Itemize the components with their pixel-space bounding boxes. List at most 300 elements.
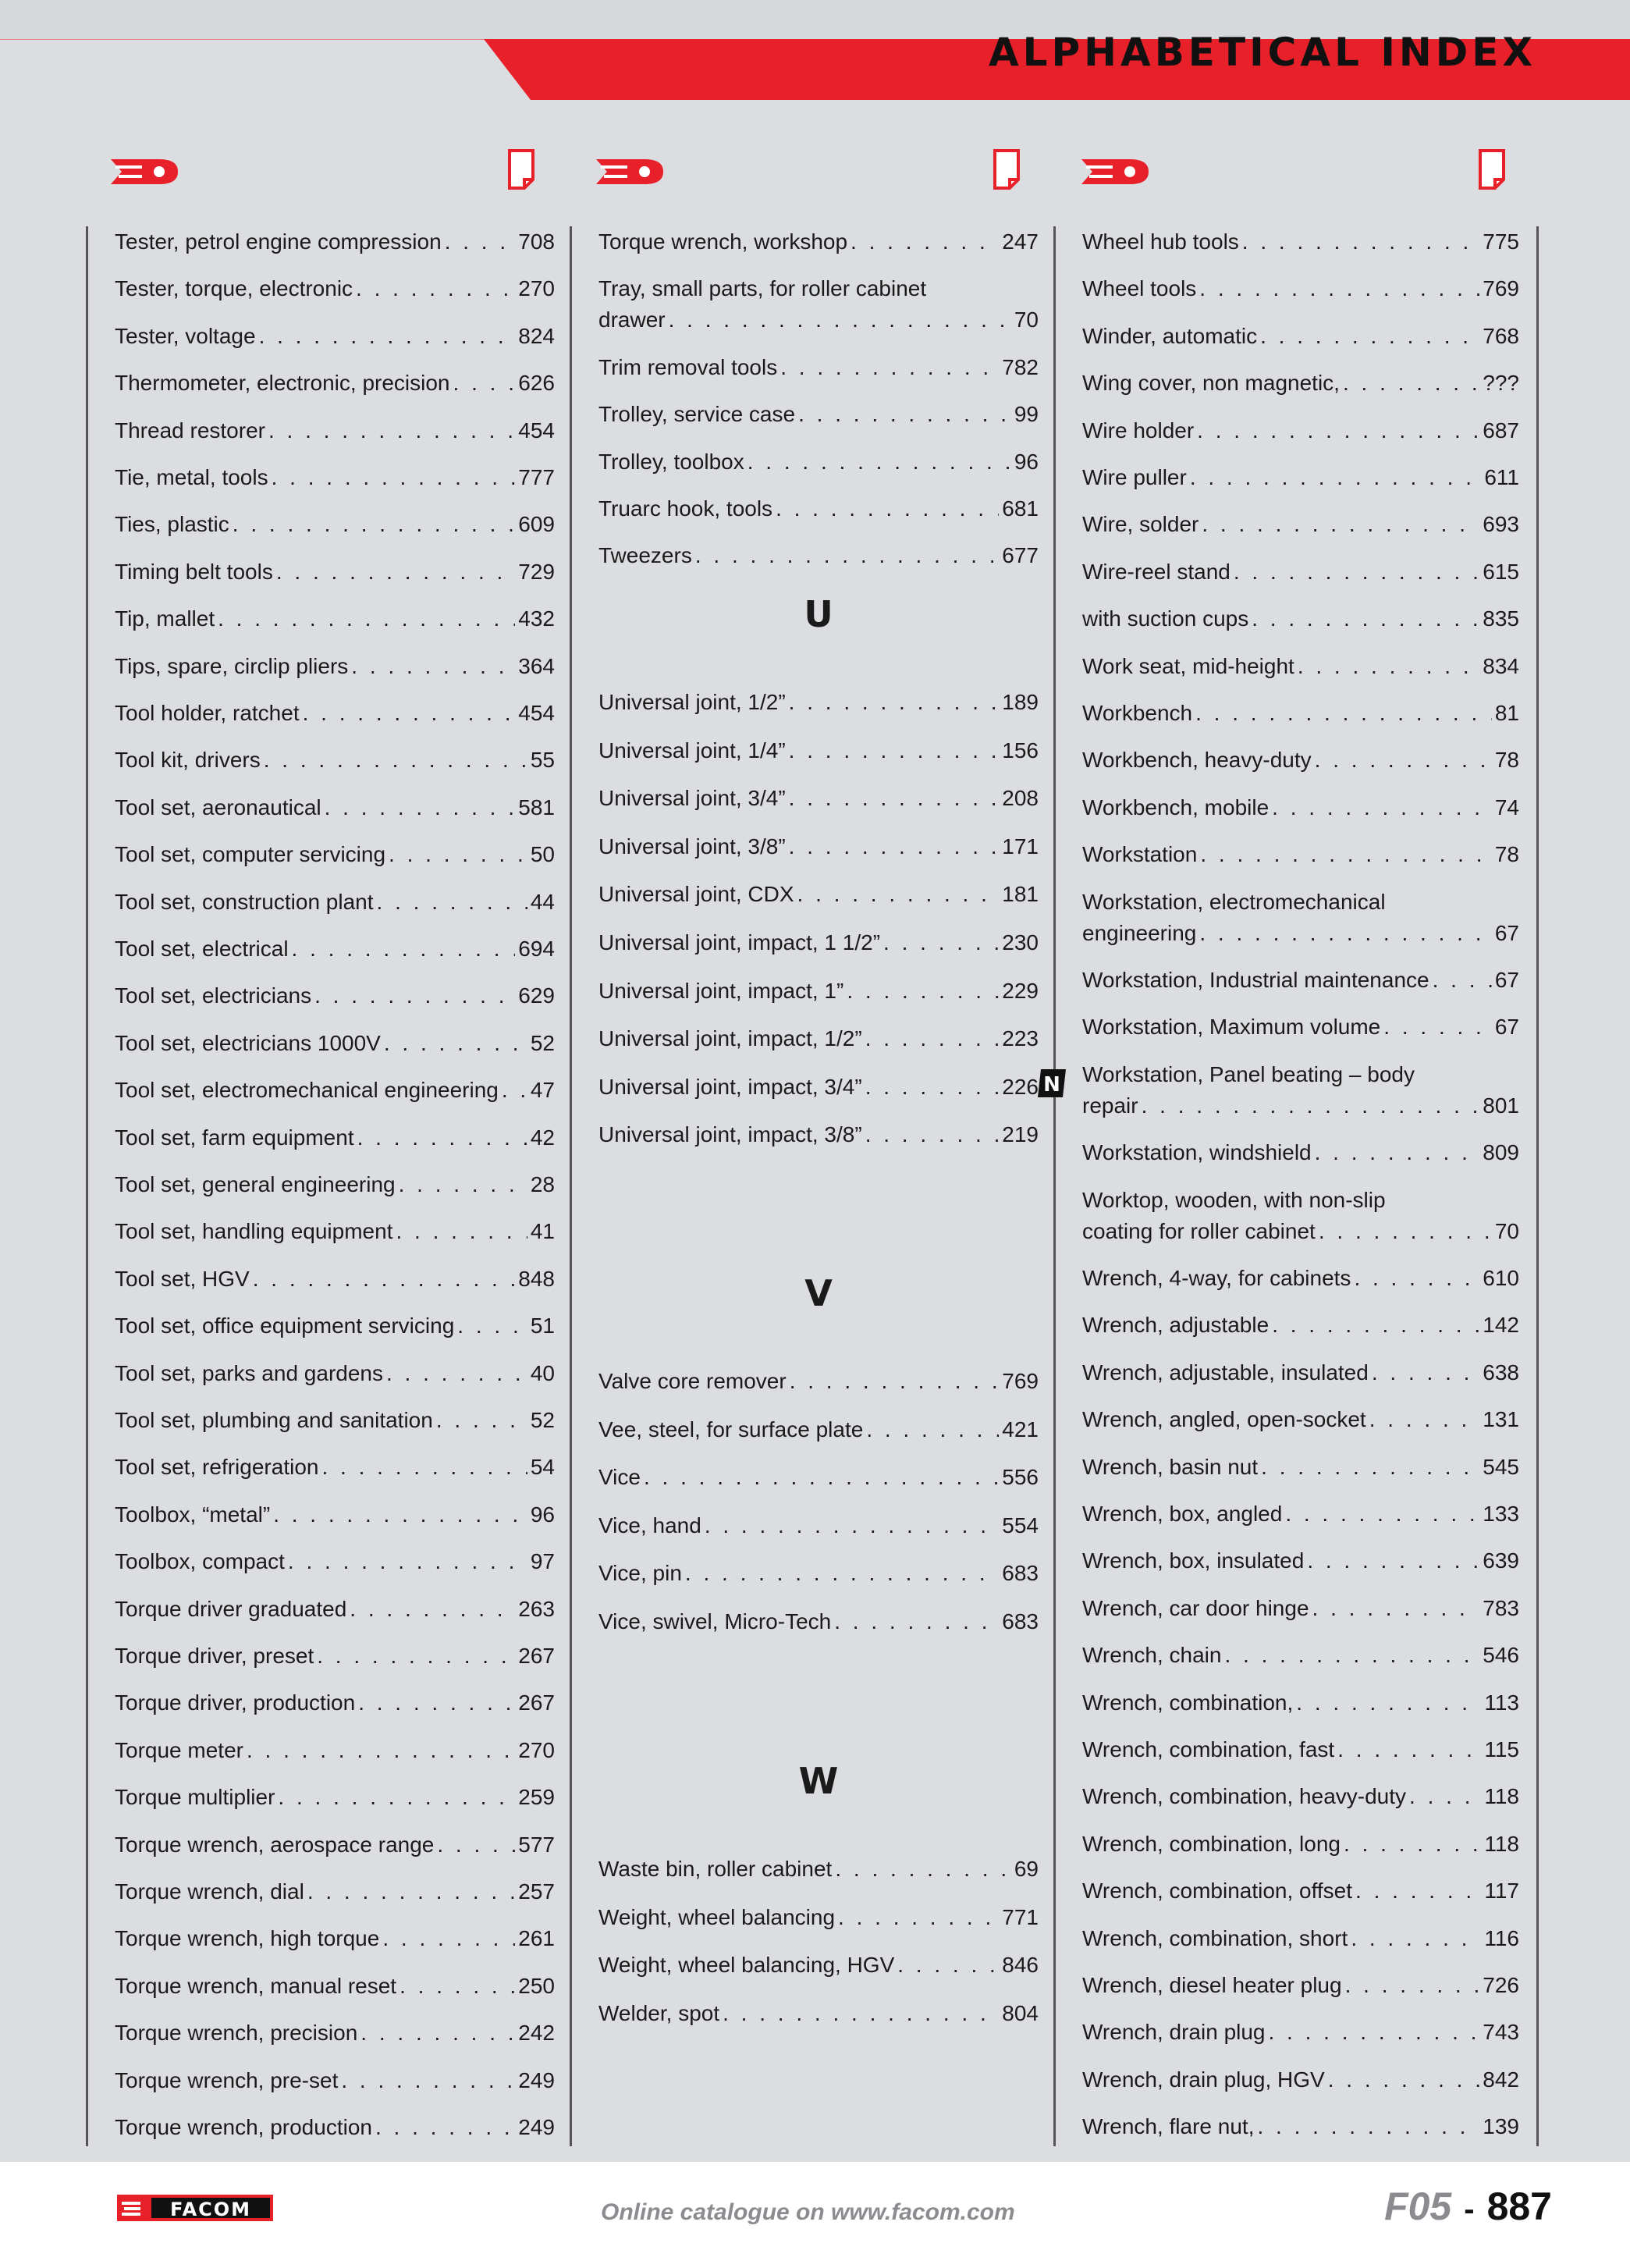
- index-entry: [598, 352, 1039, 383]
- index-entry: [598, 783, 1039, 814]
- index-entry-page: 694: [518, 937, 555, 961]
- column-3-icons: [1081, 148, 1503, 203]
- index-entry-label: Torque meter: [115, 1737, 243, 1762]
- dot-leader: [321, 1452, 527, 1483]
- index-entry: [1082, 415, 1519, 446]
- index-entry-label: Wrench, flare nut,: [1082, 2114, 1255, 2139]
- index-entry: [1082, 603, 1519, 635]
- index-entry: [115, 1735, 555, 1766]
- index-entry-label: Torque wrench, workshop: [598, 229, 848, 254]
- index-entry-label: Tip, mallet: [115, 606, 215, 631]
- index-entry: [598, 540, 1039, 571]
- index-entry-label: engineering: [1082, 920, 1197, 945]
- index-entry-page: 74: [1494, 795, 1519, 819]
- index-entry: [598, 1366, 1039, 1397]
- index-entry: [115, 1594, 555, 1625]
- dot-leader: [400, 1971, 515, 2002]
- dot-leader: [288, 1546, 527, 1577]
- dot-leader: [360, 2017, 515, 2049]
- index-entry-label: Tool set, construction plant: [115, 889, 374, 914]
- section-code: F05: [1384, 2184, 1452, 2228]
- index-entry-label: Torque driver, preset: [115, 1644, 314, 1668]
- page-reference-icon: [993, 148, 1021, 190]
- dot-leader: [1315, 1137, 1480, 1168]
- index-entry: [1082, 1011, 1519, 1043]
- index-entry-label: Universal joint, impact, 3/4”: [598, 1074, 862, 1099]
- index-entry-page: 52: [530, 1408, 555, 1432]
- index-entry-label: Welder, spot: [598, 2000, 720, 2025]
- index-entry-page: 263: [518, 1596, 555, 1621]
- dot-leader: [1261, 1452, 1479, 1483]
- dot-leader: [789, 735, 1000, 766]
- index-entry-page: 259: [518, 1785, 555, 1810]
- index-entry-page: 40: [530, 1360, 555, 1385]
- page-separator: -: [1464, 2192, 1475, 2227]
- index-entry: [1082, 792, 1519, 823]
- index-entry-label: Wrench, chain: [1082, 1643, 1222, 1668]
- dot-leader: [1307, 1545, 1479, 1577]
- index-entry-page: ???: [1483, 371, 1519, 396]
- dot-leader: [303, 698, 516, 729]
- index-entry: [115, 226, 555, 258]
- index-entry-label: Wrench, adjustable: [1082, 1313, 1270, 1338]
- index-entry-page: 270: [518, 276, 555, 301]
- index-entry: [1082, 745, 1519, 776]
- index-entry: [1082, 1545, 1519, 1577]
- dot-leader: [350, 1594, 515, 1625]
- index-entry: [598, 493, 1039, 524]
- index-entry-label: Tool set, HGV: [115, 1266, 250, 1291]
- index-entry: [115, 980, 555, 1011]
- index-entry-label: Timing belt tools: [115, 559, 273, 584]
- dot-leader: [445, 226, 516, 258]
- index-entry: [598, 1072, 1039, 1103]
- index-entry-page: 78: [1494, 748, 1519, 773]
- dot-leader: [325, 792, 516, 823]
- index-entry-page: 261: [518, 1926, 555, 1951]
- dot-leader: [865, 1072, 1000, 1103]
- dot-leader: [1200, 839, 1492, 870]
- index-entry-label: Trolley, service case: [598, 402, 796, 427]
- index-entry-page: 142: [1483, 1313, 1519, 1338]
- dot-leader: [1269, 2017, 1480, 2048]
- index-entry-label: Tool kit, drivers: [115, 748, 261, 773]
- index-entry: [1082, 1263, 1519, 1294]
- index-entry: [115, 1829, 555, 1861]
- index-entry-label: Tips, spare, circlip pliers: [115, 653, 349, 678]
- index-entry-page: 769: [1483, 276, 1519, 301]
- dot-leader: [268, 415, 515, 446]
- index-entry: [1082, 368, 1519, 399]
- dot-leader: [437, 1829, 515, 1861]
- index-entry-label: Truarc hook, tools: [598, 496, 773, 521]
- dot-leader: [780, 352, 999, 383]
- index-entry: [115, 1876, 555, 1907]
- index-entry: [115, 462, 555, 493]
- index-entry: [1082, 226, 1519, 258]
- index-entry: [1082, 839, 1519, 870]
- index-entry-label: Wrench, basin nut: [1082, 1454, 1259, 1479]
- index-entry-page: 629: [518, 983, 555, 1008]
- index-entry-page: 581: [518, 795, 555, 819]
- index-entry-page: 156: [1002, 738, 1039, 763]
- index-entry: [115, 839, 555, 870]
- index-entry: [1082, 698, 1519, 729]
- dot-leader: [1272, 1310, 1479, 1341]
- dot-leader: [357, 1122, 527, 1154]
- index-entry-page: 783: [1483, 1595, 1519, 1620]
- index-entry-label: Worktop, wooden, with non-slip: [1082, 1187, 1386, 1212]
- dot-leader: [851, 226, 999, 258]
- index-entry: [115, 792, 555, 823]
- index-entry-label: Tool set, parks and gardens: [115, 1360, 383, 1385]
- dot-leader: [314, 980, 515, 1011]
- index-entry-page: 454: [518, 418, 555, 443]
- index-entry-label: Wrench, combination, long: [1082, 1831, 1341, 1856]
- dot-leader: [1319, 1216, 1492, 1247]
- header-bar: [0, 0, 1630, 100]
- index-entry: [1082, 1310, 1519, 1341]
- index-entry-label: Wrench, combination, heavy-duty: [1082, 1784, 1407, 1809]
- dot-leader: [292, 933, 516, 965]
- index-entry-page: 97: [530, 1549, 555, 1574]
- new-item-badge: [1038, 1069, 1066, 1097]
- index-entry-page: 638: [1483, 1360, 1519, 1385]
- index-entry: [115, 745, 555, 776]
- dot-leader: [233, 509, 516, 540]
- index-entry: [1082, 2064, 1519, 2096]
- index-entry-label: Ties, plastic: [115, 512, 229, 537]
- dot-leader: [386, 1358, 527, 1389]
- index-entry: [115, 698, 555, 729]
- index-entry-label: Workstation, Maximum volume: [1082, 1015, 1381, 1040]
- dot-leader: [883, 927, 999, 958]
- index-entry-page: 421: [1002, 1417, 1039, 1441]
- index-entry-label: Thermometer, electronic, precision: [115, 371, 450, 396]
- dot-leader: [644, 1462, 999, 1493]
- dot-leader: [797, 879, 1000, 910]
- index-entry-label: Tool set, electricians 1000V: [115, 1030, 381, 1055]
- index-entry: [115, 1028, 555, 1059]
- index-entry: [115, 1546, 555, 1577]
- index-entry-page: 743: [1483, 2020, 1519, 2045]
- dot-leader: [502, 1075, 527, 1106]
- dot-leader: [866, 1414, 999, 1445]
- dot-leader: [276, 556, 515, 588]
- dot-leader: [341, 2065, 515, 2096]
- index-entry-page: 28: [530, 1172, 555, 1196]
- index-entry-page: 78: [1494, 842, 1519, 867]
- dot-leader: [834, 1606, 999, 1637]
- dot-leader: [358, 1687, 515, 1719]
- dot-leader: [790, 1366, 1000, 1397]
- index-entry: [115, 368, 555, 399]
- dot-leader: [351, 651, 515, 682]
- index-entry-label: Valve core remover: [598, 1369, 787, 1393]
- index-entry-label: Torque wrench, manual reset: [115, 1973, 397, 1998]
- index-entry-label: Wrench, 4-way, for cabinets: [1082, 1266, 1351, 1290]
- index-column-3: [1053, 226, 1539, 2146]
- section-letter: W: [798, 1760, 839, 1802]
- dot-leader: [1199, 918, 1492, 949]
- dot-leader: [1409, 1781, 1481, 1812]
- index-entry-page: 54: [530, 1455, 555, 1480]
- index-entry-label: Toolbox, compact: [115, 1549, 285, 1574]
- index-entry: [115, 1122, 555, 1154]
- index-entry: [598, 1462, 1039, 1493]
- index-entry-page: 842: [1483, 2067, 1519, 2092]
- index-entry-label: Tester, voltage: [115, 323, 256, 348]
- index-entry: [115, 1971, 555, 2002]
- index-entry-label: Torque wrench, pre-set: [115, 2067, 339, 2092]
- index-entry: [598, 1606, 1039, 1637]
- index-entry: [598, 1902, 1039, 1933]
- index-entry: [115, 1923, 555, 1954]
- dot-leader: [375, 2112, 515, 2143]
- index-entry-page: 242: [518, 2021, 555, 2046]
- page-footer: [0, 2162, 1630, 2268]
- index-entry-label: Wheel tools: [1082, 276, 1197, 301]
- dot-leader: [1312, 1593, 1480, 1624]
- dot-leader: [436, 1405, 527, 1436]
- index-entry-page: 577: [518, 1832, 555, 1857]
- index-entry-page: 556: [1002, 1465, 1039, 1490]
- index-entry-label: Tool set, office equipment servicing: [115, 1314, 455, 1338]
- index-entry: [115, 1358, 555, 1389]
- index-entry-page: 677: [1002, 543, 1039, 568]
- index-entry-label: Universal joint, 1/4”: [598, 738, 786, 763]
- index-entry-label: Wrench, diesel heater plug: [1082, 1973, 1342, 1997]
- index-entry: [115, 887, 555, 918]
- index-entry: [1082, 2017, 1519, 2048]
- index-entry-label: Universal joint, impact, 1”: [598, 978, 844, 1003]
- index-entry-label: with suction cups: [1082, 606, 1249, 631]
- index-entry-label: Torque driver graduated: [115, 1596, 347, 1621]
- index-entry-label: Wrench, adjustable, insulated: [1082, 1360, 1369, 1385]
- index-entry: [115, 1264, 555, 1295]
- index-entry: [1082, 1593, 1519, 1624]
- dot-leader: [399, 1169, 527, 1200]
- index-entry-page: 681: [1002, 496, 1039, 521]
- index-entry-page: 846: [1002, 1953, 1039, 1978]
- index-entry-label: Universal joint, impact, 3/8”: [598, 1122, 862, 1147]
- index-entry-page: 52: [530, 1030, 555, 1055]
- index-entry-page: 432: [518, 606, 555, 631]
- index-entry-label: Wire, solder: [1082, 512, 1199, 537]
- index-entry: [115, 321, 555, 352]
- index-entry: [1082, 1829, 1519, 1860]
- index-entry: [1082, 1357, 1519, 1388]
- dot-leader: [264, 745, 527, 776]
- index-entry-page: 42: [530, 1125, 555, 1150]
- facom-logo: [117, 2195, 273, 2221]
- dot-leader: [1298, 651, 1479, 682]
- index-entry-label: Wire puller: [1082, 465, 1187, 489]
- dot-leader: [1285, 1498, 1479, 1530]
- svg-text:N: N: [1043, 1073, 1060, 1097]
- dot-leader: [835, 1854, 1011, 1885]
- column-1-icons: [111, 148, 532, 203]
- dot-leader: [695, 540, 999, 571]
- dot-leader: [396, 1216, 527, 1247]
- index-entry: [115, 651, 555, 682]
- index-entry-page: 687: [1483, 418, 1519, 443]
- index-entry-page: 47: [530, 1078, 555, 1103]
- index-entry-label: Workbench: [1082, 701, 1193, 725]
- index-entry-label: Tool holder, ratchet: [115, 701, 300, 725]
- index-entry-label: Tool set, electricians: [115, 983, 312, 1008]
- index-entry-label: Wing cover, non magnetic,: [1082, 371, 1340, 396]
- index-entry: [115, 1687, 555, 1719]
- index-entry-label: Tool set, plumbing and sanitation: [115, 1408, 433, 1432]
- index-entry: [1082, 509, 1519, 540]
- index-entry: [1082, 1687, 1519, 1719]
- index-entry-page: 249: [518, 2115, 555, 2139]
- index-entry-page: 247: [1002, 229, 1039, 254]
- index-entry-label: Torque wrench, high torque: [115, 1926, 380, 1951]
- index-entry-label: Winder, automatic: [1082, 323, 1258, 348]
- index-entry: [1082, 1404, 1519, 1435]
- index-entry-page: 768: [1483, 323, 1519, 348]
- index-entry-label: Weight, wheel balancing, HGV: [598, 1953, 895, 1978]
- index-entry-label: Wrench, drain plug: [1082, 2020, 1266, 2045]
- index-entry-page: 683: [1002, 1609, 1039, 1633]
- index-entry-label: Vice: [598, 1465, 641, 1490]
- dot-leader: [384, 1028, 527, 1059]
- index-entry: [1082, 1498, 1519, 1530]
- index-entry-page: 81: [1494, 701, 1519, 725]
- index-entry: [1082, 1640, 1519, 1671]
- dot-leader: [307, 1876, 515, 1907]
- index-entry-page: 118: [1484, 1831, 1519, 1856]
- dot-leader: [273, 1499, 527, 1530]
- index-entry-page: 189: [1002, 690, 1039, 714]
- section-letter: V: [804, 1272, 833, 1314]
- page-number: 887: [1486, 2184, 1552, 2228]
- index-entry: [598, 1119, 1039, 1150]
- dot-leader: [377, 887, 527, 918]
- dot-leader: [1197, 415, 1479, 446]
- index-entry-page: 615: [1483, 559, 1519, 584]
- index-entry-page: 777: [518, 465, 555, 489]
- index-entry-label: Vice, pin: [598, 1561, 682, 1586]
- page-reference-icon: [1478, 148, 1506, 190]
- index-entry-page: 69: [1014, 1857, 1039, 1881]
- index-entry-page: 639: [1483, 1548, 1519, 1573]
- page-reference-icon: [507, 148, 535, 190]
- dot-leader: [1433, 965, 1492, 996]
- dot-leader: [847, 976, 999, 1007]
- index-entry-page: 771: [1002, 1904, 1039, 1929]
- index-entry-page: 133: [1483, 1502, 1519, 1526]
- index-entry-label: Tie, metal, tools: [115, 465, 268, 489]
- index-entry-label: Wire holder: [1082, 418, 1195, 443]
- index-entry: [1082, 1059, 1519, 1122]
- dot-leader: [865, 1023, 1000, 1054]
- index-entry-page: 257: [518, 1879, 555, 1904]
- index-entry: [1082, 1185, 1519, 1247]
- index-entry-page: 364: [518, 653, 555, 678]
- index-entry-label: Torque wrench, dial: [115, 1879, 304, 1904]
- index-entry-label: Workstation, Industrial maintenance: [1082, 968, 1429, 992]
- index-entry-label: Torque wrench, aerospace range: [115, 1832, 435, 1857]
- dot-leader: [1242, 226, 1479, 258]
- index-entry: [1082, 965, 1519, 996]
- index-entry-page: 809: [1483, 1140, 1519, 1165]
- index-entry-label: Wrench, angled, open-socket: [1082, 1407, 1366, 1432]
- column-2-icons: [596, 148, 1017, 203]
- index-entry: [598, 399, 1039, 430]
- index-entry: [115, 415, 555, 446]
- index-entry-page: 610: [1483, 1266, 1519, 1290]
- index-entry-page: 70: [1494, 1218, 1519, 1243]
- index-entry-page: 118: [1484, 1784, 1519, 1809]
- index-entry: [115, 1499, 555, 1530]
- index-entry-page: 115: [1484, 1737, 1519, 1761]
- index-entry-page: 626: [518, 371, 555, 396]
- index-entry: [1082, 556, 1519, 588]
- index-entry: [1082, 321, 1519, 352]
- index-entry: [598, 1414, 1039, 1445]
- index-entry-label: Tool set, computer servicing: [115, 842, 386, 867]
- dot-leader: [1344, 1829, 1481, 1860]
- index-entry-label: Tool set, handling equipment: [115, 1219, 393, 1244]
- index-entry-page: 171: [1002, 834, 1039, 858]
- index-entry-page: 250: [518, 1973, 555, 1998]
- index-entry: [115, 603, 555, 635]
- index-entry-label: Work seat, mid-height: [1082, 653, 1294, 678]
- index-entry-label: Tool set, general engineering: [115, 1172, 396, 1196]
- index-entry-page: 67: [1494, 920, 1519, 945]
- reference-arrow-icon: [1081, 156, 1150, 187]
- index-entry-label: Toolbox, “metal”: [115, 1502, 271, 1527]
- index-entry: [115, 1452, 555, 1483]
- index-entry-page: 769: [1002, 1369, 1039, 1393]
- index-entry-label: Tester, torque, electronic: [115, 276, 353, 301]
- index-entry-label: Waste bin, roller cabinet: [598, 1857, 833, 1881]
- dot-leader: [897, 1950, 999, 1981]
- index-entry-label: Wrench, drain plug, HGV: [1082, 2067, 1325, 2092]
- dot-leader: [669, 304, 1011, 336]
- dot-leader: [1252, 603, 1479, 635]
- index-entry-page: 554: [1002, 1513, 1039, 1537]
- index-entry: [1082, 1875, 1519, 1907]
- dot-leader: [1345, 1970, 1480, 2001]
- index-entry-page: 249: [518, 2067, 555, 2092]
- footer-catalogue-link[interactable]: Online catalogue on www.facom.com: [601, 2199, 1015, 2225]
- index-entry: [115, 1310, 555, 1342]
- index-entry-label: Workstation, windshield: [1082, 1140, 1312, 1165]
- index-entry-label: Wrench, combination, fast: [1082, 1737, 1335, 1761]
- index-entry-label: Universal joint, impact, 1/2”: [598, 1026, 862, 1051]
- index-entry-page: 726: [1483, 1973, 1519, 1997]
- index-entry-label: Universal joint, CDX: [598, 882, 794, 907]
- index-entry-page: 270: [518, 1737, 555, 1762]
- index-entry-page: 229: [1002, 978, 1039, 1003]
- reference-arrow-icon: [596, 156, 665, 187]
- dot-leader: [453, 368, 516, 399]
- index-entry-label: Vice, hand: [598, 1513, 701, 1537]
- index-entry-page: 117: [1484, 1879, 1519, 1904]
- index-entry-page: 848: [518, 1266, 555, 1291]
- index-entry-label: Universal joint, 3/4”: [598, 786, 786, 811]
- index-entry-page: 611: [1484, 465, 1519, 489]
- svg-text:FACOM: FACOM: [169, 2199, 252, 2220]
- dot-leader: [1234, 556, 1479, 588]
- index-entry: [598, 927, 1039, 958]
- index-entry: [115, 1641, 555, 1672]
- index-entry-label: Universal joint, 3/8”: [598, 834, 786, 858]
